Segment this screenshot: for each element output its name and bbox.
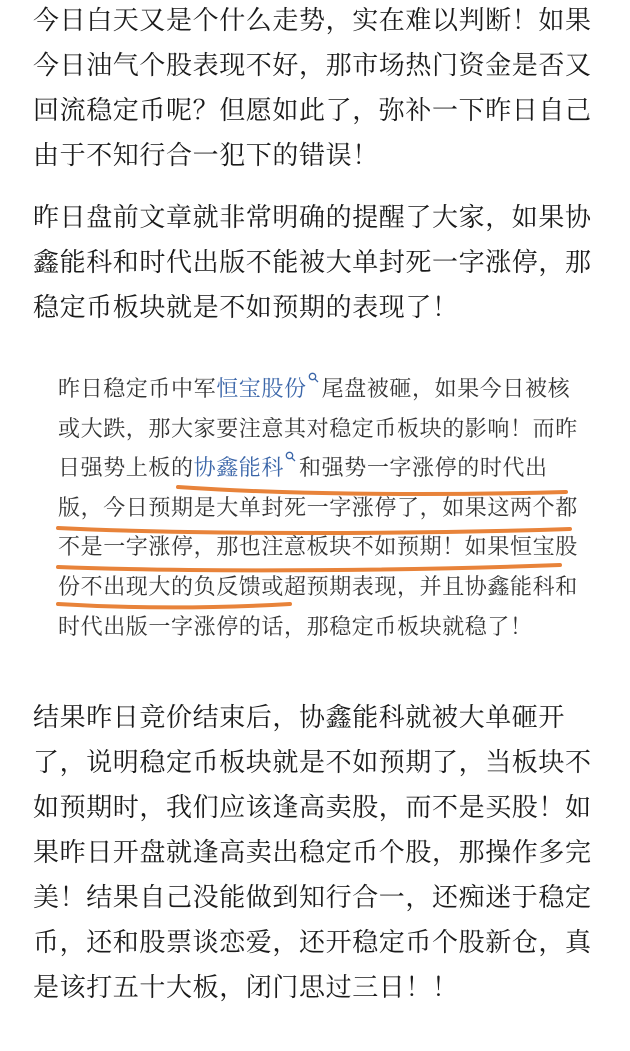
paragraph-2: 昨日盘前文章就非常明确的提醒了大家，如果协鑫能科和时代出版不能被大单封死一字涨停，那稳定币板块就是不如预期的表现了！ xyxy=(33,203,592,323)
quoted-block xyxy=(58,370,578,647)
stock-link-xiexin[interactable]: 协鑫能科 xyxy=(193,456,285,482)
quote-text-2: 尾盘被砸，如果今日被核或大跌，那大家要注意其对稳定币板块的影响！而昨日强势上板的 xyxy=(58,377,578,482)
quote-text-3: 和强势一字涨停的时代出版，今日预期是大单封死一字涨停了，如果这两个都不是一字涨停，那也注意板块不如预期！如果恒宝股份不出现大的负反馈或超预期表现，并且协鑫能科和时代出版一字涨停的话，那稳定币板块就稳了！ xyxy=(58,456,578,640)
search-icon[interactable] xyxy=(285,449,297,463)
quote-text-1: 昨日稳定币中军 xyxy=(58,377,217,402)
paragraph-3: 结果昨日竞价结束后，协鑫能科就被大单砸开了，说明稳定币板块就是不如预期了，当板块不如预期时，我们应该逢高卖股，而不是买股！如果昨日开盘就逢高卖出稳定币个股，那操作多完美！结果自己没能做到知行合一，还痴迷于稳定币，还和股票谈恋爱，还开稳定币个股新仓，真是该打五十大板，闭门思过三日！！ xyxy=(33,703,592,1003)
search-icon[interactable] xyxy=(308,370,320,384)
paragraph-1: 今日白天又是个什么走势，实在难以判断！如果今日油气个股表现不好，那市场热门资金是否又回流稳定币呢？但愿如此了，弥补一下昨日自己由于不知行合一犯下的错误！ xyxy=(33,6,592,171)
stock-link-hengbao[interactable]: 恒宝股份 xyxy=(216,377,307,402)
